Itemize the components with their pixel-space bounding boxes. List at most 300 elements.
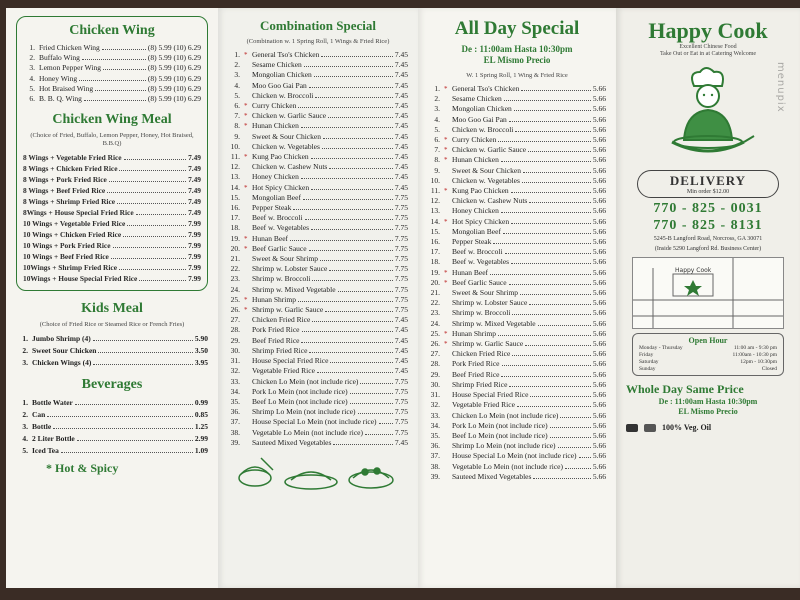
item-price: 5.66 <box>592 94 606 104</box>
item-number: 26. <box>430 339 440 349</box>
beverages-title: Beverages <box>81 377 143 393</box>
menu-item-row <box>16 445 208 457</box>
item-number: 12. <box>230 162 240 172</box>
menu-item-row <box>428 319 606 329</box>
menu-item-row <box>428 268 606 278</box>
menu-item-row <box>228 438 408 448</box>
item-price: 5.66 <box>592 267 606 277</box>
leader-dots <box>304 66 393 67</box>
leader-dots <box>323 138 393 139</box>
menu-brochure <box>6 8 800 588</box>
leader-dots <box>93 364 193 365</box>
leader-dots <box>119 170 186 171</box>
menu-item-row <box>228 295 408 305</box>
item-name: 8 Wings + Vegetable Fried Rice <box>23 153 122 163</box>
open-hour-row <box>639 359 777 366</box>
item-number: 37. <box>430 451 440 461</box>
menu-item-row <box>228 254 408 264</box>
item-price: 5.66 <box>592 206 606 216</box>
item-number: 9. <box>434 165 440 175</box>
item-price: 5.66 <box>592 410 606 420</box>
item-number: 26. <box>230 305 240 315</box>
item-name: Chicken Lo Mein (not include rice) <box>452 410 559 420</box>
hot-spicy-legend <box>46 461 208 476</box>
leader-dots <box>498 141 591 142</box>
item-price: 5.66 <box>592 400 606 410</box>
leader-dots <box>298 107 393 108</box>
menu-item-row <box>428 451 606 461</box>
leader-dots <box>312 280 392 281</box>
open-hour-row <box>639 352 777 359</box>
item-price: 7.75 <box>394 284 408 294</box>
leader-dots <box>317 372 393 373</box>
leader-dots <box>521 90 591 91</box>
item-price: 7.45 <box>394 141 408 151</box>
item-name: Shrimp Fried Rice <box>452 379 508 389</box>
item-number: 4. <box>434 114 440 124</box>
item-price: 0.99 <box>194 398 208 408</box>
item-name: Pork Lo Mein (not include rice) <box>452 420 548 430</box>
leader-dots <box>93 340 193 341</box>
item-number: 11. <box>430 186 440 196</box>
item-price: 7.45 <box>394 172 408 182</box>
item-price: 5.66 <box>592 277 606 287</box>
item-name: Beef Fried Rice <box>252 335 300 345</box>
item-name: Beef Garlic Sauce <box>252 243 307 253</box>
item-price: 7.45 <box>394 182 408 192</box>
leader-dots <box>102 49 146 50</box>
hot-spicy-marker: * <box>244 234 248 243</box>
panel-all-day <box>418 8 616 588</box>
item-price: 7.75 <box>394 243 408 253</box>
item-number: 31. <box>430 390 440 400</box>
item-price: 5.66 <box>592 124 606 134</box>
item-name: House Special Lo Mein (not include rice) <box>252 417 377 427</box>
menu-item-row <box>228 142 408 152</box>
menu-item-row <box>23 53 201 63</box>
leader-dots <box>77 440 193 441</box>
wing-meal-note: (Choice of Fried, Buffalo, Lemon Pepper, Honey, Hot Braised, B.B.Q) <box>30 132 194 148</box>
open-hour-day: Friday <box>639 352 654 358</box>
leader-dots <box>290 240 393 241</box>
item-name: General Tso's Chicken <box>252 50 320 59</box>
leader-dots <box>107 192 186 193</box>
leader-dots <box>312 321 393 322</box>
menu-item-row <box>428 370 606 380</box>
item-number: 25. <box>430 328 440 338</box>
item-number: 15. <box>430 226 440 236</box>
address-line-2: (Inside 5290 Langford Rd. Business Center) <box>654 245 762 252</box>
item-number: 32. <box>430 400 440 410</box>
item-name: 10 Wings + Vegetable Fried Rice <box>23 219 126 229</box>
leader-dots <box>303 199 393 200</box>
menu-item-row <box>23 196 201 207</box>
item-name: Shrimp w. Broccoli <box>252 274 311 284</box>
leader-dots <box>498 335 591 336</box>
menu-item-row <box>428 145 606 155</box>
item-number: 1. <box>434 84 440 93</box>
hot-spicy-marker: * <box>244 153 248 162</box>
menu-item-row <box>428 176 606 186</box>
item-name: Sauteed Mixed Vegetables <box>252 437 332 447</box>
item-name: Chicken w. Broccoli <box>452 124 514 134</box>
item-name: B. B. Q. Wing <box>39 94 82 104</box>
item-number: 35. <box>430 430 440 440</box>
item-name: Iced Tea <box>32 446 59 456</box>
menu-item-row <box>428 257 606 267</box>
item-name: Hot Braised Wing <box>39 83 94 93</box>
menu-item-row <box>228 264 408 274</box>
item-price: 7.99 <box>188 219 201 229</box>
leader-dots <box>109 181 186 182</box>
leader-dots <box>558 447 591 448</box>
leader-dots <box>127 225 186 226</box>
menu-item-row <box>228 101 408 111</box>
item-name: Hunan Chicken <box>452 155 499 165</box>
item-price: 5.66 <box>592 461 606 471</box>
item-price: 7.45 <box>394 111 408 121</box>
chicken-wing-title: Chicken Wing <box>69 23 155 38</box>
item-name: Chicken w. Cashew Nuts <box>252 162 328 172</box>
item-price: 7.45 <box>394 366 408 376</box>
menu-item-row <box>428 421 606 431</box>
item-name: General Tso's Chicken <box>452 84 520 93</box>
leader-dots <box>95 90 146 91</box>
item-number: 3. <box>22 358 28 368</box>
item-number: 28. <box>230 325 240 335</box>
item-price: 5.66 <box>592 135 606 145</box>
leader-dots <box>511 223 591 224</box>
item-price: 7.49 <box>188 197 201 207</box>
menu-item-row <box>228 162 408 172</box>
phone-1[interactable]: 770 - 825 - 0031 <box>653 201 763 216</box>
item-name: Chicken Fried Rice <box>252 315 311 325</box>
open-hour-day: Saturday <box>639 359 659 365</box>
menu-item-row <box>428 206 606 216</box>
item-price: 7.49 <box>188 164 201 174</box>
item-price: 7.75 <box>394 233 408 243</box>
item-name: Chicken w. Broccoli <box>252 90 314 100</box>
all-day-hours: De : 11:00am Hasta 10:30pm <box>461 44 573 54</box>
brand-tagline-2: Take Out or Eat in at Catering Welcome <box>659 51 757 57</box>
item-price: 5.66 <box>592 339 606 349</box>
open-hour-time: 11:00am - 10:30 pm <box>732 352 777 358</box>
delivery-badge <box>637 170 779 198</box>
leader-dots <box>298 301 393 302</box>
item-price: 5.90 <box>194 334 208 344</box>
item-number: 36. <box>430 441 440 451</box>
item-name: Chicken w. Vegetables <box>252 141 320 151</box>
leader-dots <box>47 416 193 417</box>
credit-card-icon <box>626 424 638 432</box>
item-number: 5. <box>29 83 35 93</box>
chicken-wing-list <box>23 43 201 104</box>
item-number: 23. <box>430 308 440 318</box>
item-price: 5.66 <box>592 175 606 185</box>
item-name: Curry Chicken <box>252 101 297 111</box>
item-number: 2. <box>29 53 35 63</box>
menu-item-row <box>428 390 606 400</box>
leader-dots <box>79 80 146 81</box>
item-name: 10 Wings + Beef Fried Rice <box>23 252 109 262</box>
leader-dots <box>511 192 591 193</box>
item-number: 3. <box>29 63 35 73</box>
menu-item-row <box>428 441 606 451</box>
item-price: 5.66 <box>592 308 606 318</box>
item-number: 5. <box>22 446 28 456</box>
item-name: Moo Goo Gai Pan <box>252 80 307 90</box>
item-number: 2. <box>22 410 28 420</box>
item-price: 5.66 <box>592 441 606 451</box>
whole-day-title: Whole Day Same Price <box>626 382 744 396</box>
leader-dots <box>84 100 146 101</box>
item-number: 31. <box>230 356 240 366</box>
menu-item-row <box>16 397 208 409</box>
item-price: 5.66 <box>592 359 606 369</box>
item-name: Sauteed Mixed Vegetables <box>452 471 532 481</box>
leader-dots <box>309 250 393 251</box>
item-number: 16. <box>430 237 440 247</box>
item-price: 7.45 <box>394 437 408 447</box>
item-name: Sweet & Sour Shrimp <box>252 254 319 264</box>
leader-dots <box>325 311 393 312</box>
item-name: Shrimp w. Lobster Sauce <box>252 264 328 274</box>
menu-item-row <box>23 185 201 196</box>
item-price: 5.66 <box>592 84 606 93</box>
item-price: 7.75 <box>394 407 408 417</box>
menu-item-row <box>228 50 408 60</box>
leader-dots <box>538 325 591 326</box>
chicken-wing-section <box>16 16 208 291</box>
leader-dots <box>511 263 591 264</box>
leader-dots <box>560 417 590 418</box>
menu-item-row <box>228 81 408 91</box>
item-name: Shrimp w. Mixed Vegetable <box>252 284 336 294</box>
item-number: 16. <box>230 203 240 213</box>
item-price: 7.45 <box>394 315 408 325</box>
leader-dots <box>321 56 393 57</box>
leader-dots <box>365 434 393 435</box>
panel-brand <box>616 8 800 588</box>
item-number: 19. <box>230 233 240 243</box>
menu-item-row <box>428 125 606 135</box>
item-name: Hunan Chicken <box>252 121 299 131</box>
item-number: 33. <box>230 376 240 386</box>
item-number: 2. <box>434 94 440 104</box>
leader-dots <box>509 284 591 285</box>
leader-dots <box>533 478 590 479</box>
leader-dots <box>123 236 186 237</box>
item-name: Chicken w. Cashew Nuts <box>452 196 528 206</box>
leader-dots <box>113 247 187 248</box>
item-price: 3.50 <box>194 346 208 356</box>
all-day-sub: EL Mismo Precio <box>483 55 551 65</box>
item-number: 4. <box>234 80 240 90</box>
menu-item-row <box>228 244 408 254</box>
hot-spicy-icon: * <box>46 461 52 476</box>
combination-title: Combination Special <box>260 18 376 33</box>
item-number: 13. <box>430 206 440 216</box>
item-price: 5.66 <box>592 247 606 257</box>
menu-item-row <box>428 380 606 390</box>
item-price: 7.75 <box>394 386 408 396</box>
chef-icon <box>658 64 758 164</box>
menu-item-row <box>16 433 208 445</box>
menu-item-row <box>428 155 606 165</box>
item-price: 5.66 <box>592 390 606 400</box>
leader-dots <box>103 69 146 70</box>
menu-item-row <box>23 251 201 262</box>
menu-item-row <box>16 421 208 433</box>
leader-dots <box>330 362 392 363</box>
panel-wings <box>6 8 218 588</box>
item-number: 20. <box>430 277 440 287</box>
leader-dots <box>565 468 591 469</box>
item-price: (8) 5.99 (10) 6.29 <box>147 63 201 73</box>
whole-day-hours: De : 11:00am Hasta 10:30pm <box>658 397 758 406</box>
leader-dots <box>493 243 591 244</box>
leader-dots <box>529 304 591 305</box>
item-number: 22. <box>230 264 240 274</box>
menu-item-row <box>16 357 208 369</box>
item-name: House Special Fried Rice <box>452 390 529 400</box>
item-name: Sweet & Sour Shrimp <box>452 288 519 298</box>
menu-item-row <box>23 74 201 84</box>
menu-item-row <box>228 366 408 376</box>
menu-item-row <box>428 166 606 176</box>
leader-dots <box>322 148 393 149</box>
item-price: (8) 5.99 (10) 6.29 <box>147 73 201 83</box>
item-number: 18. <box>430 257 440 267</box>
item-name: Mongolian Chicken <box>252 70 312 80</box>
payment-row <box>626 423 790 432</box>
open-hour-time: 12pm - 10:30pm <box>740 359 777 365</box>
menu-item-row <box>23 262 201 273</box>
item-name: Hunan Shrimp <box>452 328 496 338</box>
item-number: 33. <box>430 410 440 420</box>
menu-item-row <box>228 111 408 121</box>
item-number: 8. <box>234 121 240 131</box>
combination-note: (Combination w. 1 Spring Roll, 1 Wings & Fried Rice) <box>246 38 390 45</box>
wing-meal-list <box>23 152 201 284</box>
item-name: Mongolian Chicken <box>452 104 512 114</box>
item-price: 5.66 <box>592 349 606 359</box>
brand-name: Happy Cook <box>648 18 768 43</box>
menu-item-row <box>23 229 201 240</box>
item-number: 38. <box>430 461 440 471</box>
leader-dots <box>301 178 393 179</box>
item-price: 5.66 <box>592 420 606 430</box>
item-name: Vegetable Lo Mein (not include rice) <box>252 427 363 437</box>
phone-2[interactable]: 770 - 825 - 8131 <box>653 218 763 233</box>
hot-spicy-marker: * <box>244 306 248 315</box>
item-number: 4. <box>22 434 28 444</box>
open-hour-time: Closed <box>761 366 777 372</box>
item-number: 1. <box>22 334 28 344</box>
item-price: 7.45 <box>394 335 408 345</box>
item-number: 6. <box>234 101 240 111</box>
item-name: Pork Lo Mein (not include rice) <box>252 386 348 396</box>
item-price: (8) 5.99 (10) 6.29 <box>147 83 201 93</box>
item-number: 34. <box>430 420 440 430</box>
item-price: 5.66 <box>592 369 606 379</box>
credit-card-icon <box>644 424 656 432</box>
item-name: Curry Chicken <box>452 135 497 145</box>
item-price: 7.49 <box>188 208 201 218</box>
hot-spicy-marker: * <box>244 112 248 121</box>
item-price: 1.25 <box>194 422 208 432</box>
item-name: Shrimp w. Garlic Sauce <box>252 305 324 315</box>
item-name: Bottle Water <box>32 398 73 408</box>
item-price: 7.45 <box>394 70 408 80</box>
item-name: 10 Wings + Chicken Fried Rice <box>23 230 122 240</box>
item-number: 34. <box>230 386 240 396</box>
item-number: 32. <box>230 366 240 376</box>
item-price: 7.45 <box>394 162 408 172</box>
item-number: 21. <box>230 254 240 264</box>
item-number: 37. <box>230 417 240 427</box>
item-name: Pepper Steak <box>452 237 492 247</box>
item-price: 5.66 <box>592 430 606 440</box>
menu-item-row <box>428 288 606 298</box>
menu-item-row <box>228 428 408 438</box>
item-number: 23. <box>230 274 240 284</box>
item-price: 1.09 <box>194 446 208 456</box>
item-name: 8 Wings + Pork Fried Rice <box>23 175 107 185</box>
menu-item-row <box>23 218 201 229</box>
item-number: 6. <box>434 135 440 145</box>
leader-dots <box>517 406 591 407</box>
leader-dots <box>503 233 591 234</box>
item-number: 27. <box>230 315 240 325</box>
item-name: 8 Wings + Shrimp Fried Rice <box>23 197 116 207</box>
leader-dots <box>309 352 392 353</box>
item-price: 5.66 <box>592 257 606 267</box>
item-price: 7.45 <box>394 121 408 131</box>
menu-item-row <box>228 387 408 397</box>
leader-dots <box>119 269 186 270</box>
menu-item-row <box>228 213 408 223</box>
leader-dots <box>350 393 393 394</box>
item-price: 0.85 <box>194 410 208 420</box>
item-price: 5.66 <box>592 288 606 298</box>
item-number: 1. <box>29 43 35 52</box>
menu-item-row <box>428 308 606 318</box>
open-hour-row <box>639 366 777 373</box>
item-price: 5.66 <box>592 186 606 196</box>
hot-spicy-marker: * <box>444 278 448 287</box>
item-price: 7.99 <box>188 263 201 273</box>
item-number: 20. <box>230 243 240 253</box>
hot-spicy-marker: * <box>444 136 448 145</box>
menu-item-row <box>428 411 606 421</box>
menu-item-row <box>228 397 408 407</box>
menu-item-row <box>16 409 208 421</box>
item-number: 38. <box>230 427 240 437</box>
menu-item-row <box>228 305 408 315</box>
item-price: 7.75 <box>394 203 408 213</box>
item-name: Hunan Shrimp <box>252 294 296 304</box>
item-number: 13. <box>230 172 240 182</box>
item-number: 17. <box>230 213 240 223</box>
item-number: 24. <box>230 284 240 294</box>
leader-dots <box>301 127 393 128</box>
item-number: 39. <box>430 471 440 481</box>
leader-dots <box>333 444 392 445</box>
item-number: 3. <box>22 422 28 432</box>
menu-item-row <box>23 63 201 73</box>
item-number: 19. <box>430 267 440 277</box>
